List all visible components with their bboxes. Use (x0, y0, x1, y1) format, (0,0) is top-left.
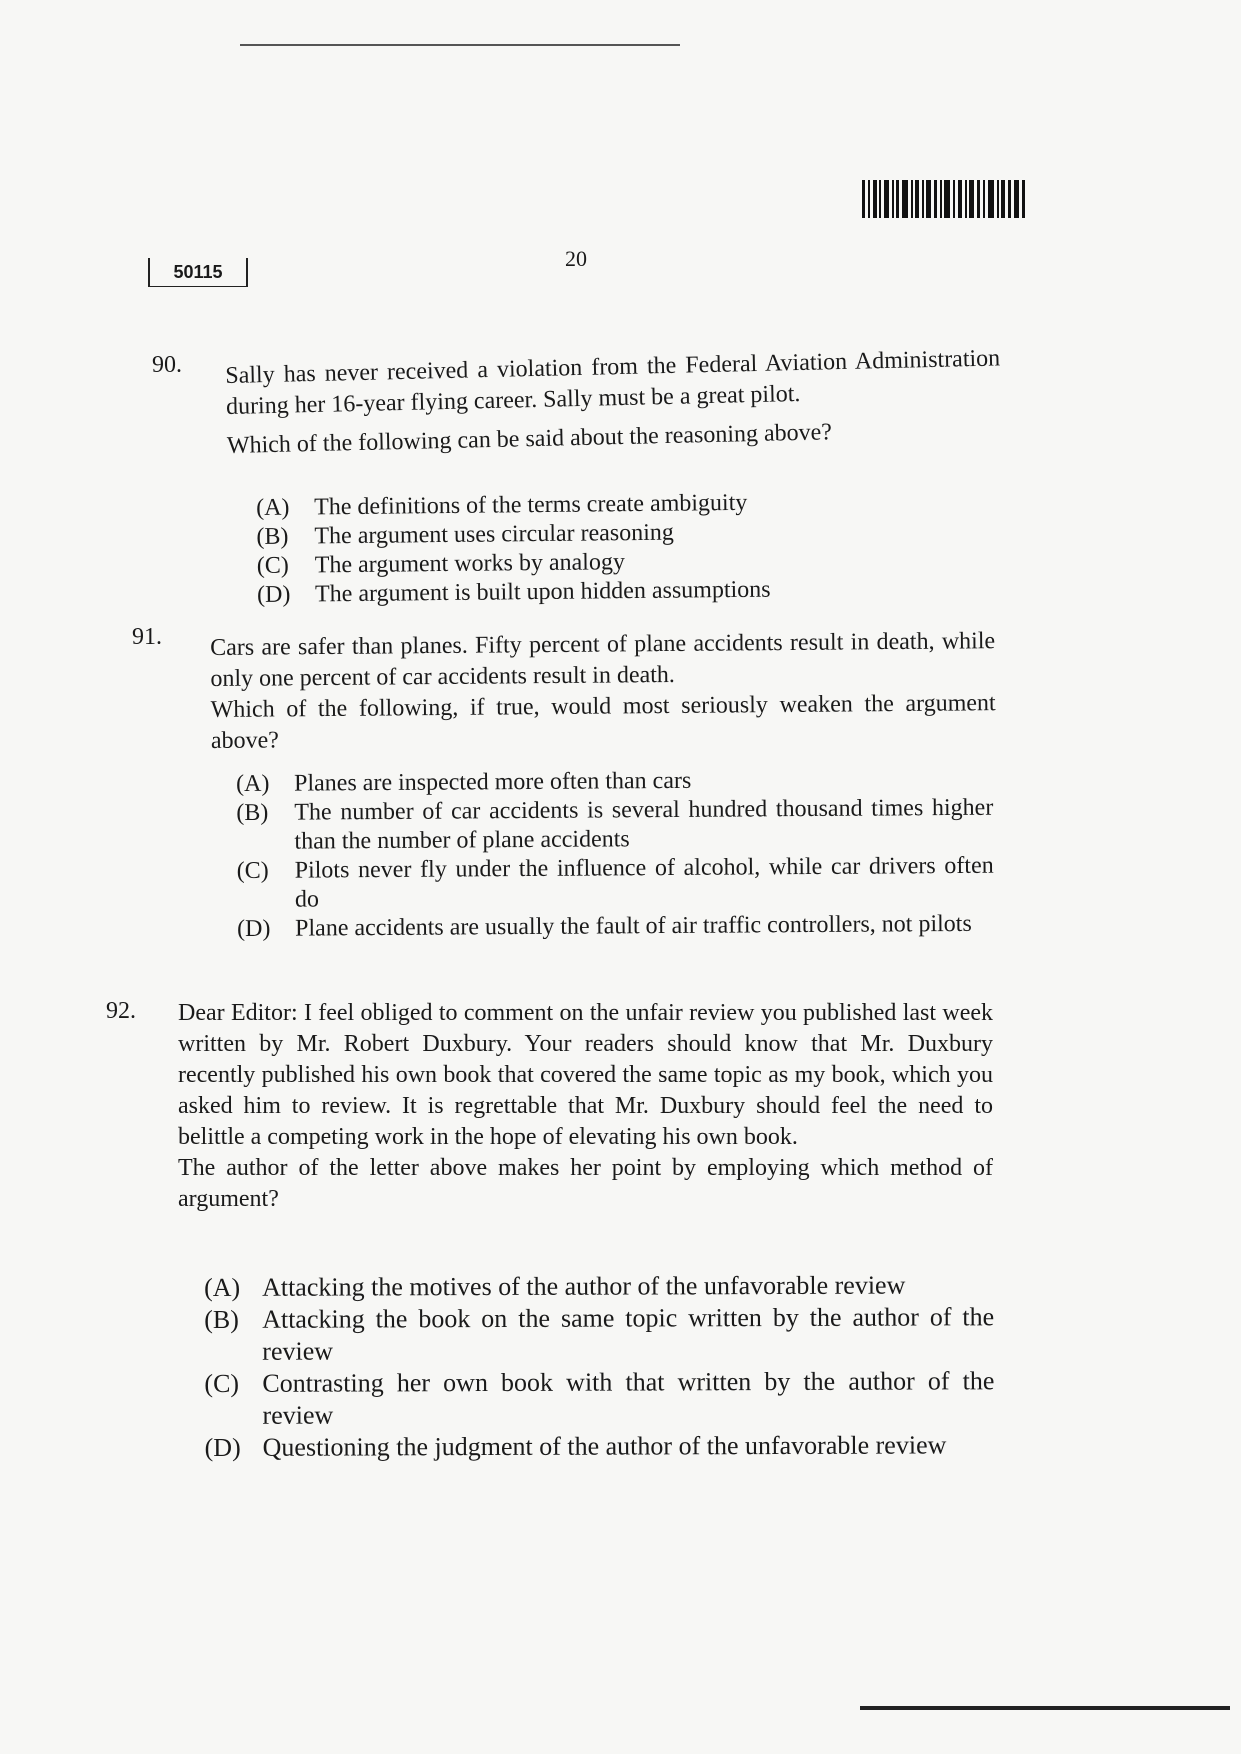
option-text: Attacking the book on the same topic written by the author of the review (262, 1302, 995, 1366)
option-key: (A) (236, 770, 270, 797)
question-90 (225, 343, 1002, 462)
top-rule (240, 44, 680, 46)
option-key: (C) (204, 1368, 240, 1398)
option-key: (D) (256, 581, 291, 608)
option-d (237, 910, 994, 944)
option-key: (B) (204, 1304, 239, 1334)
option-text: Pilots never fly under the influence of alcohol, while car drivers often do (294, 852, 994, 913)
option-b (236, 794, 993, 857)
option-a (204, 1269, 994, 1304)
option-text: The definitions of the terms create ambiguity (314, 489, 748, 521)
option-text: Questioning the judgment of the author of the unfavorable review (262, 1430, 947, 1462)
question-number: 92. (106, 998, 136, 1024)
question-92 (178, 998, 993, 1215)
option-text: Planes are inspected more often than cars (294, 767, 692, 797)
option-key: (D) (237, 915, 271, 942)
question-number: 90. (152, 352, 182, 378)
option-text: The argument works by analogy (314, 549, 626, 579)
option-key: (B) (256, 523, 289, 550)
option-d (257, 575, 857, 610)
option-text: Plane accidents are usually the fault of air traffic controllers, not pilots (295, 910, 972, 942)
option-text: The number of car accidents is several hundred thousand times higher than the number of plane accidents (294, 794, 994, 855)
question-prompt: Which of the following, if true, would most seriously weaken the argument above? (210, 690, 996, 754)
barcode (862, 180, 1027, 218)
question-stem: Sally has never received a violation from the Federal Aviation Administration during her 16-year flying career. Sally must be a great pilot. (225, 345, 1001, 420)
option-d (205, 1429, 995, 1464)
options-91 (236, 765, 994, 944)
option-key: (C) (236, 857, 269, 884)
question-stem: Cars are safer than planes. Fifty percent of plane accidents result in death, while only one percent of car accidents result in death. (210, 628, 996, 692)
option-key: (A) (256, 494, 290, 521)
question-stem: Dear Editor: I feel obliged to comment on the unfair review you published last week written by Mr. Robert Duxbury. Your readers should know that Mr. Duxbury recently published his own book that covered the same topic as my book, which you asked him to review. It is regrettable that Mr. Duxbury should feel the need to belittle a competing work in the hope of elevating his own book. (178, 1000, 993, 1150)
question-number: 91. (132, 624, 162, 650)
option-b (204, 1301, 994, 1368)
question-prompt: The author of the letter above makes her point by employing which method of argument? (178, 1155, 993, 1212)
option-key: (D) (204, 1432, 241, 1462)
option-c (237, 852, 994, 915)
paper-code: 50115 (148, 258, 248, 287)
bottom-rule (860, 1706, 1230, 1710)
options-90 (256, 488, 857, 610)
question-prompt: Which of the following can be said about the reasoning above? (226, 419, 833, 459)
option-key: (C) (256, 552, 289, 579)
options-92 (204, 1269, 995, 1464)
option-c (204, 1365, 994, 1432)
question-91 (210, 626, 996, 757)
option-key: (B) (236, 799, 269, 826)
option-text: Attacking the motives of the author of the unfavorable review (262, 1270, 906, 1302)
option-text: The argument uses circular reasoning (314, 519, 675, 550)
page-number: 20 (565, 246, 587, 271)
option-text: Contrasting her own book with that written by the author of the review (262, 1366, 995, 1430)
option-text: The argument is built upon hidden assumptions (314, 576, 771, 608)
option-key: (A) (204, 1272, 241, 1302)
